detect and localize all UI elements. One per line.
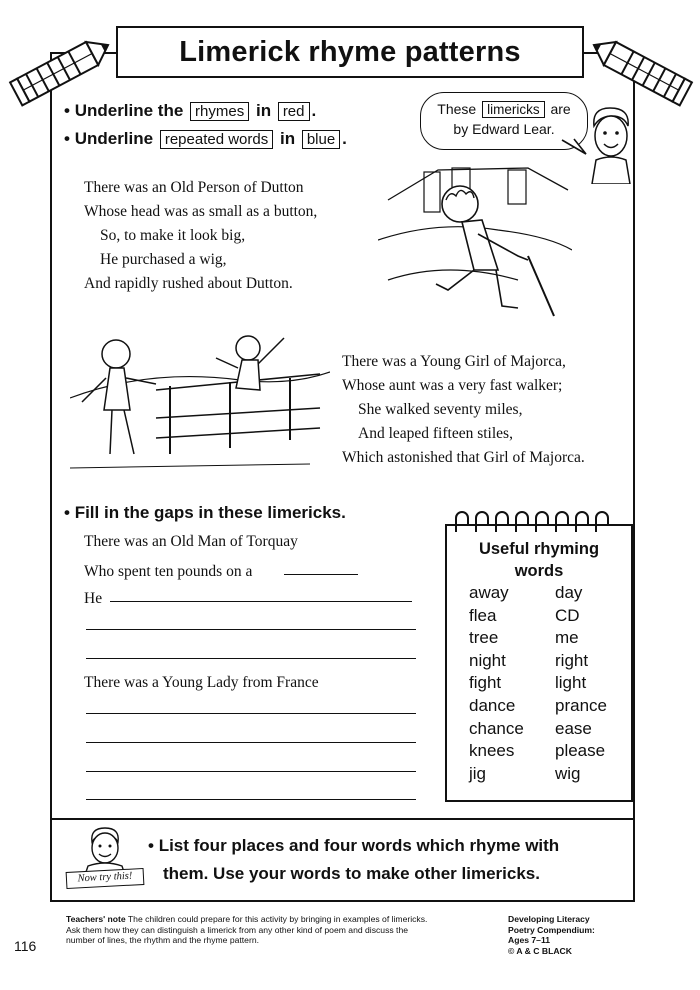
word-pair: flea CD bbox=[469, 605, 580, 625]
now-try-this-label: Now try this! bbox=[66, 868, 145, 889]
word-pair: dance prance bbox=[469, 695, 607, 715]
word-pair: away day bbox=[469, 583, 583, 602]
pencil-right-icon bbox=[584, 28, 694, 110]
gap-poem-torquay-line2: Who spent ten pounds on a bbox=[84, 563, 253, 580]
book-credit: Developing Literacy Poetry Compendium: Ages 7–11 © A & C BLACK bbox=[508, 914, 595, 956]
poem-line: There was a Young Girl of Majorca, bbox=[342, 353, 566, 370]
bubble-tail-icon bbox=[560, 138, 590, 158]
poem-line: Whose aunt was a very fast walker; bbox=[342, 377, 563, 394]
word-pair: tree me bbox=[469, 628, 579, 648]
poem-majorca bbox=[342, 350, 585, 470]
word-pair: chance ease bbox=[469, 718, 592, 738]
rhyming-words-notepad bbox=[445, 524, 633, 802]
girls-at-stile-illustration bbox=[70, 328, 330, 478]
poem-line: There was an Old Person of Dutton bbox=[84, 179, 304, 196]
bullet: • bbox=[64, 503, 70, 522]
word-pair: fight light bbox=[469, 673, 587, 693]
keyword-box: repeated words bbox=[160, 130, 273, 149]
word-pair: jig wig bbox=[469, 763, 581, 783]
bullet: • bbox=[64, 129, 70, 148]
word-pair: knees please bbox=[469, 741, 606, 761]
colour-box: red bbox=[278, 102, 310, 121]
poem-line: Which astonished that Girl of Majorca. bbox=[342, 449, 585, 466]
answer-line[interactable] bbox=[86, 799, 416, 800]
answer-line[interactable] bbox=[86, 658, 416, 659]
bullet: • bbox=[148, 836, 154, 855]
notepad-spiral-icon bbox=[448, 508, 630, 536]
page-title: Limerick rhyme patterns bbox=[116, 26, 584, 78]
answer-line[interactable] bbox=[110, 601, 412, 602]
instruction-fill-gaps: • Fill in the gaps in these limericks. bbox=[64, 503, 346, 522]
poem-line: So, to make it look big, bbox=[100, 227, 246, 244]
answer-line[interactable] bbox=[86, 713, 416, 714]
gap-poem-torquay-line3: He bbox=[84, 590, 103, 607]
poem-dutton bbox=[84, 176, 317, 296]
running-man-illustration bbox=[378, 160, 572, 336]
poem-line: And rapidly rushed about Dutton. bbox=[84, 275, 293, 292]
speech-bubble: These limericks are by Edward Lear. bbox=[420, 92, 588, 150]
teachers-note: Teachers' note The children could prepare for this activity by bringing in examples of limericks. Ask them how they can distinguish a limerick from any other kind of poem and discuss the number of lines, the rhythm and the rhyme pattern. bbox=[66, 914, 428, 945]
answer-gap-line[interactable] bbox=[284, 574, 358, 575]
answer-line[interactable] bbox=[86, 742, 416, 743]
gap-poem-torquay-line1: There was an Old Man of Torquay bbox=[84, 533, 298, 550]
colour-box: blue bbox=[302, 130, 340, 149]
bullet: • bbox=[64, 101, 70, 120]
boy-character-icon bbox=[588, 104, 634, 184]
page-number: 116 bbox=[14, 938, 37, 954]
poem-line: He purchased a wig, bbox=[100, 251, 227, 268]
poem-line: And leaped fifteen stiles, bbox=[358, 425, 513, 442]
gap-poem-france-line1: There was a Young Lady from France bbox=[84, 674, 319, 691]
now-try-this-task: • List four places and four words which rhyme with them. Use your words to make other limericks. bbox=[148, 836, 560, 883]
instruction-underline-rhymes: • Underline the rhymes in red . bbox=[64, 101, 317, 120]
instruction-underline-repeated: • Underline repeated words in blue . bbox=[64, 129, 347, 148]
word-pair: night right bbox=[469, 650, 589, 670]
poem-line: Whose head was as small as a button, bbox=[84, 203, 318, 220]
keyword-box: rhymes bbox=[190, 102, 249, 121]
boy-reading-icon bbox=[80, 826, 130, 872]
answer-line[interactable] bbox=[86, 629, 416, 630]
poem-line: She walked seventy miles, bbox=[358, 401, 523, 418]
rhyming-words-list bbox=[469, 582, 607, 785]
rhyming-words-title: Useful rhyming words bbox=[478, 540, 600, 580]
answer-line[interactable] bbox=[86, 771, 416, 772]
